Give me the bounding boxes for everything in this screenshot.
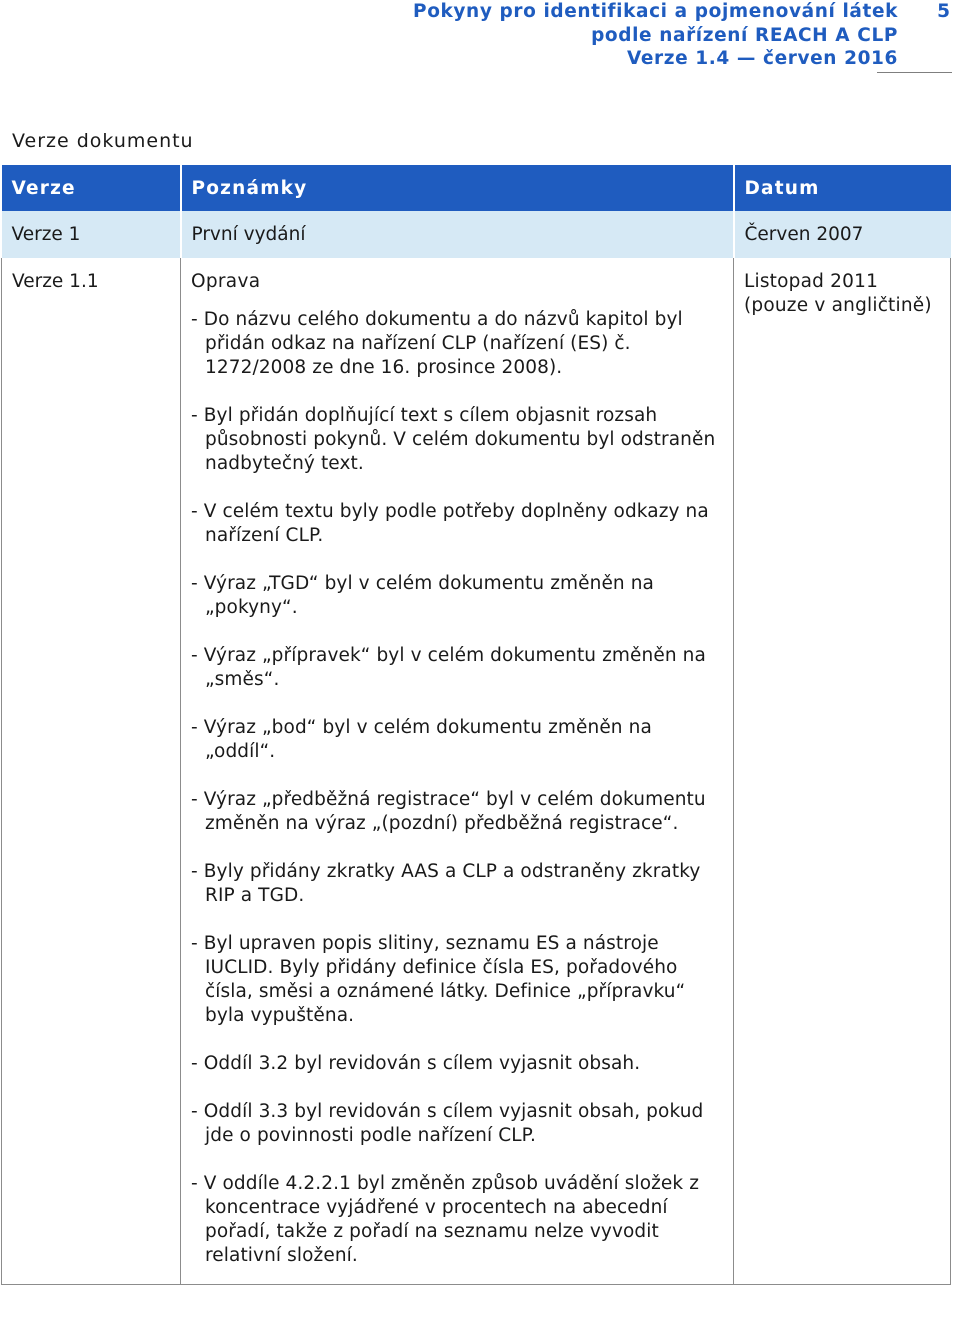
column-header-date: Datum bbox=[734, 165, 951, 211]
notes-cell: První vydání bbox=[181, 211, 734, 258]
table-row bbox=[2, 211, 951, 258]
notes-cell bbox=[181, 258, 734, 1285]
change-item: - Byly přidány zkratky AAS a CLP a odstraněny zkratky RIP a TGD. bbox=[191, 861, 701, 906]
change-item: - Výraz „přípravek“ byl v celém dokumentu změněn na „směs“. bbox=[191, 645, 706, 690]
document-title bbox=[413, 0, 898, 71]
table-row bbox=[2, 258, 951, 1285]
date-cell: Listopad 2011 (pouze v angličtině) bbox=[734, 258, 951, 1285]
date-cell: Červen 2007 bbox=[734, 211, 951, 258]
version-history-table bbox=[1, 165, 951, 1285]
document-version-line: Verze 1.4 — červen 2016 bbox=[626, 48, 898, 69]
change-item: - Výraz „předběžná registrace“ byl v celém dokumentu změněn na výraz „(pozdní) předběžná registrace“. bbox=[191, 789, 706, 834]
document-title-line-2: podle nařízení REACH A CLP bbox=[591, 24, 898, 46]
page-number: 5 bbox=[937, 1, 950, 22]
change-item: - Výraz „TGD“ byl v celém dokumentu změněn na „pokyny“. bbox=[191, 573, 654, 618]
change-item: - Byl přidán doplňující text s cílem objasnit rozsah působnosti pokynů. V celém dokumentu byl odstraněn nadbytečný text. bbox=[191, 405, 716, 474]
table-header-row bbox=[2, 165, 951, 211]
version-cell: Verze 1.1 bbox=[2, 258, 181, 1285]
change-item: - Oddíl 3.2 byl revidován s cílem vyjasnit obsah. bbox=[191, 1053, 641, 1074]
change-item: - V oddíle 4.2.2.1 byl změněn způsob uvádění složek z koncentrace vyjádřené v procentech na abecední pořadí, takže z pořadí na seznamu nelze vyvodit relativní složení. bbox=[191, 1173, 700, 1266]
change-item: - Do názvu celého dokumentu a do názvů kapitol byl přidán odkaz na nařízení CLP (nařízení (ES) č. 1272/2008 ze dne 16. prosince 2008). bbox=[191, 309, 683, 378]
column-header-version: Verze bbox=[2, 165, 181, 211]
notes-title: Oprava bbox=[191, 271, 261, 292]
header-divider bbox=[877, 72, 952, 73]
change-item: - Výraz „bod“ byl v celém dokumentu změněn na „oddíl“. bbox=[191, 717, 652, 762]
change-item: - Byl upraven popis slitiny, seznamu ES a nástroje IUCLID. Byly přidány definice čísla ES, pořadového čísla, směsi a oznámené látky. Definice „přípravku“ byla vypuštěna. bbox=[191, 933, 686, 1026]
change-item: - V celém textu byly podle potřeby doplněny odkazy na nařízení CLP. bbox=[191, 501, 709, 546]
section-heading: Verze dokumentu bbox=[12, 130, 194, 152]
change-item: - Oddíl 3.3 byl revidován s cílem vyjasnit obsah, pokud jde o povinnosti podle nařízení CLP. bbox=[191, 1101, 704, 1146]
column-header-notes: Poznámky bbox=[181, 165, 734, 211]
page-header bbox=[0, 0, 960, 80]
document-title-line-1: Pokyny pro identifikaci a pojmenování látek bbox=[413, 1, 898, 22]
version-cell: Verze 1 bbox=[2, 211, 181, 258]
